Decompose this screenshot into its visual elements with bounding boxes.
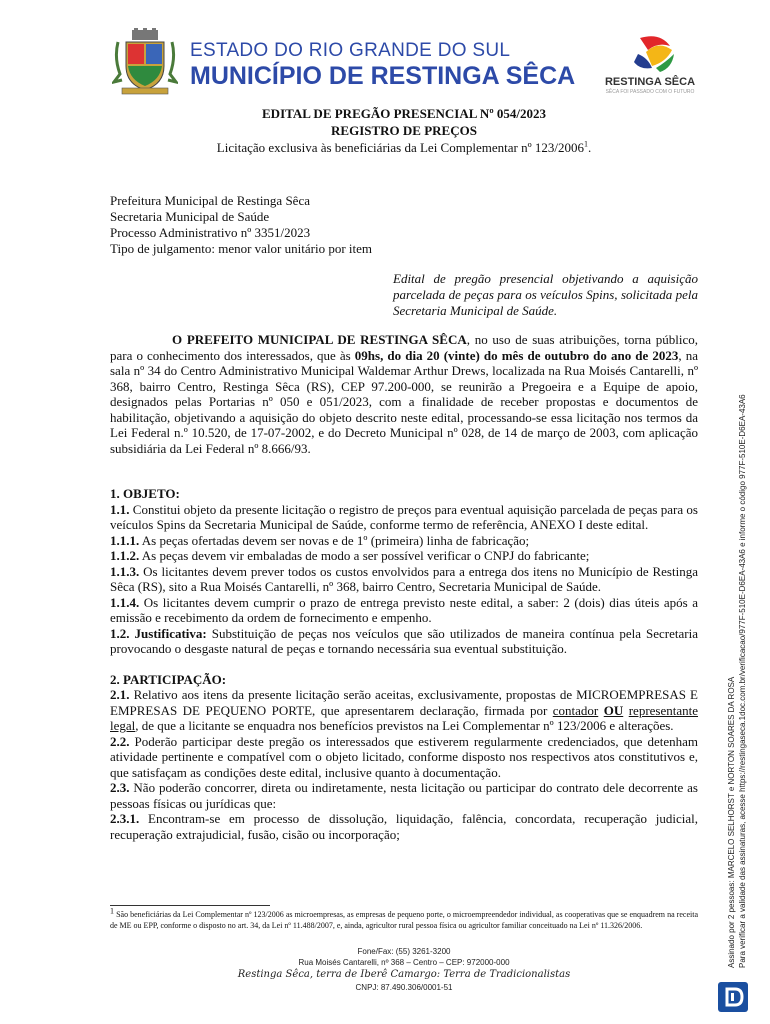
clause — [110, 811, 698, 842]
clause-text: Relativo aos itens da presente licitação serão aceitas, exclusivamente, propostas de MICROEMPRESAS E EMPRESAS DE PEQUENO PORTE, que apresentarem declaração, firmada por — [110, 687, 698, 718]
preamble-text: , no uso de suas atribuições, torna público, para o conhecimento dos interessados, que às — [110, 332, 698, 363]
edital-subtitle: REGISTRO DE PREÇOS — [331, 123, 477, 138]
footnote-divider — [110, 905, 270, 906]
clause — [110, 548, 698, 564]
preamble-bold: O PREFEITO MUNICIPAL DE RESTINGA SÊCA — [172, 332, 467, 347]
clause-number: 2.2. — [110, 733, 130, 749]
ementa: Edital de pregão presencial objetivando a aquisição parcelada de peças para os veículos Spins, solicitada pela Secretaria Municipal de Saúde. — [393, 271, 698, 318]
clause-text: Substituição de peças nos veículos que são utilizados de maneira contínua pela Secretaria provocando o desgaste natural de peças e tornando necessária sua eventual substituição. — [110, 625, 698, 656]
preamble-text: , na sala nº 34 do Centro Administrativo Municipal Waldemar Arthur Drews, localizada na Rua Moisés Cantarelli, nº 368, bairro Centro, Restinga Sêca (RS), CEP 97.200-000, se reunirão a Pregoeira e a Equipe de apoio, designados pelas Portarias nº 050 e 051/2023, com a finalidade de receber propostas e documentos de habilitação, objetivando a aquisição do objeto descrito neste edital, processando-se essa licitação nos termos da Lei Federal n.º 10.520, de 17-07-2002, e do Decreto Municipal nº 028, de 14 de março de 2003, com aplicação subsidiária da Lei Federal nº 8.666/93. — [110, 347, 698, 456]
clause-text: Poderão participar deste pregão os interessados que estiverem regularmente credenciados, que detenham atividade pertinente e compatível com o objeto licitado, conforme disposto nos respectivos atos constitutivos e, que satisfaçam as condições deste edital, inclusive quanto à documentação. — [110, 733, 698, 780]
clause — [110, 595, 698, 626]
section-heading — [110, 486, 698, 502]
clause-text: As peças devem vir embaladas de modo a ser possível verificar o CNPJ do fabricante; — [139, 548, 590, 563]
1doc-logo-icon — [718, 982, 748, 1012]
preamble-date: 09hs, do dia 20 (vinte) do mês de outubro do ano de 2023 — [354, 347, 679, 363]
clause-number: 1.1.2. — [110, 548, 140, 563]
exclusivity-end: . — [587, 140, 592, 155]
clause — [110, 780, 698, 811]
clause — [110, 502, 698, 533]
municipality-name: MUNICÍPIO DE RESTINGA SÊCA — [190, 62, 576, 90]
footnote-ref: 1 — [583, 139, 588, 149]
preamble-paragraph — [110, 332, 698, 456]
exclusivity-text: Licitação exclusiva às beneficiárias da Lei Complementar nº 123/2006 — [216, 140, 584, 155]
signature-notice: Assinado por 2 pessoas: MARCELO SELHORST e NORTON SOARES DA ROSA — [727, 676, 736, 968]
brand-tagline: SÊCA FOI PASSADO COM O FUTURO — [605, 89, 695, 95]
clause — [110, 734, 698, 781]
clause-text: Encontram-se em processo de dissolução, liquidação, falência, concordata, recuperação judicial, recuperação extrajudicial, fusão, cisão ou incorporação; — [110, 811, 698, 842]
footer-slogan: Restinga Sêca, terra de Iberê Camargo: Terra de Tradicionalistas — [237, 969, 571, 980]
underlined-term: OU — [603, 702, 624, 718]
clause-text: As peças ofertadas devem ser novas e de 1º (primeira) linha de fabricação; — [139, 532, 530, 548]
municipal-coat-of-arms-icon — [112, 28, 178, 98]
verification-notice: Para verificar a validade das assinaturas, acesse https://restingaseca.1doc.com.br/verificacao/977F-510E-D6EA-43A6 e informe o código 977F-510E-D6EA-43A6 — [738, 394, 747, 968]
process-info — [110, 193, 372, 257]
clause — [110, 626, 698, 657]
footer-phone: Fone/Fax: (55) 3261-3200 — [357, 947, 451, 956]
clause-text: Não poderão concorrer, direta ou indiretamente, nesta licitação ou participar do contrato dele decorrente as pessoas físicas ou jurídicas que: — [110, 780, 698, 811]
clause-number: 1.1.3. — [110, 563, 140, 579]
footer-cnpj: CNPJ: 87.490.306/0001-51 — [355, 983, 453, 992]
clause-number: 1.1. — [110, 501, 130, 517]
1doc-stamp-icon[interactable] — [718, 982, 748, 1012]
clause-text: , de que a licitante se enquadra nos benefícios previstos na Lei Complementar nº 123/2006 e alterações. — [135, 718, 674, 733]
footnote-number: 1 — [110, 906, 114, 916]
clause-text: Os licitantes devem cumprir o prazo de entrega previsto neste edital, a saber: 2 (dois) dias úteis após a emissão e recebimento da ordem de fornecimento e empenho. — [110, 594, 698, 625]
clause-number: 2.3.1. — [110, 811, 140, 826]
underlined-term: representante legal — [110, 702, 699, 733]
clause-text: Constitui objeto da presente licitação o registro de preços para eventual aquisição parcelada de peças para os veículos Spins da Secretaria Municipal de Saúde, conforme termo de referência, ANEXO I deste edital. — [110, 501, 698, 532]
clause — [110, 687, 698, 734]
brand-name: RESTINGA SÊCA — [604, 76, 696, 88]
page-footer — [110, 946, 698, 993]
state-name: ESTADO DO RIO GRANDE DO SUL — [190, 40, 511, 61]
footnote-text: São beneficiárias da Lei Complementar nº 123/2006 as microempresas, as empresas de pequeno porte, o microempreendedor individual, as cooperativas que se enquadrem na receita de ME ou EPP, conforme o disposto no art. 34, da Lei nº 11.488/2007, e, ainda, agricultor rural pessoa física ou agricultor familiar conceituado na Lei nº 11.326/2006. — [110, 910, 698, 930]
section-2-heading: 2. PARTICIPAÇÃO: — [110, 671, 227, 687]
clause — [110, 533, 698, 549]
clause-number: 1.1.4. — [110, 594, 140, 610]
clause-number: 1.2. Justificativa: — [110, 625, 207, 641]
edital-title: EDITAL DE PREGÃO PRESENCIAL Nº 054/2023 — [262, 106, 546, 121]
clause-text: Os licitantes devem prever todos os custos envolvidos para a entrega dos itens no Município de Restinga Sêca (RS), sito a Rua Moisés Cantarelli, nº 368, bairro Centro, Secretaria Municipal de Saúde. — [110, 563, 698, 594]
footnote — [110, 906, 698, 931]
brand-mark-icon — [600, 32, 700, 76]
info-line: Prefeitura Municipal de Restinga Sêca — [110, 193, 310, 208]
info-line: Secretaria Municipal de Saúde — [110, 209, 270, 224]
document-body — [110, 332, 698, 842]
clause — [110, 564, 698, 595]
section-1-heading: 1. OBJETO: — [110, 486, 180, 501]
info-line: Tipo de julgamento: menor valor unitário por item — [110, 241, 373, 256]
info-line: Processo Administrativo nº 3351/2023 — [110, 225, 311, 240]
clause-number: 1.1.1. — [110, 532, 140, 548]
clause-number: 2.3. — [110, 780, 130, 795]
city-brand-logo — [600, 32, 700, 96]
clause-number: 2.1. — [110, 687, 130, 702]
page-header — [112, 28, 712, 98]
exclusivity-line — [110, 139, 698, 156]
footer-address: Rua Moisés Cantarelli, nº 368 – Centro – CEP: 972000-000 — [298, 958, 510, 967]
edital-title-block — [110, 105, 698, 156]
section-heading — [110, 672, 698, 688]
underlined-term: contador — [552, 702, 599, 718]
